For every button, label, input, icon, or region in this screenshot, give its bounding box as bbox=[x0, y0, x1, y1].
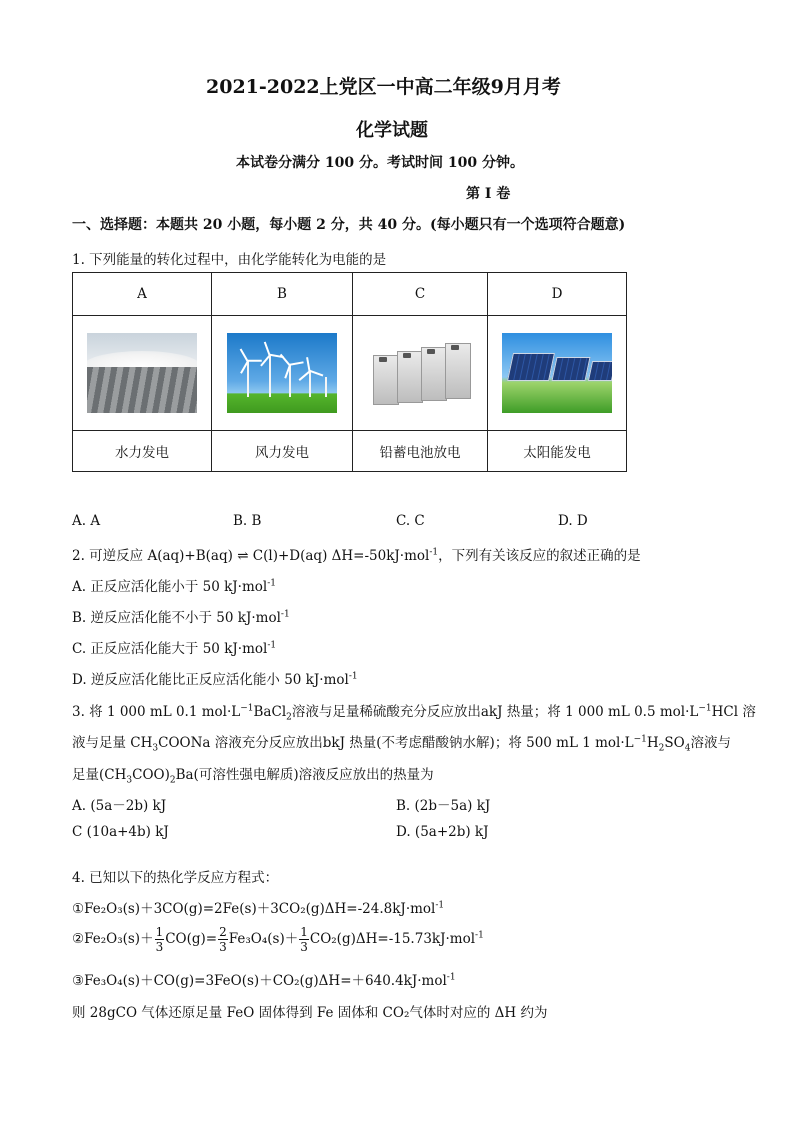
equilibrium-arrow-icon: ⇌ bbox=[237, 548, 249, 564]
volume-label: 第 I 卷 bbox=[466, 186, 511, 202]
equation-1: ①Fe₂O₃(s)＋3CO(g)=2Fe(s)＋3CO₂(g)ΔH=-24.8kJ·mol$^{-1}$ bbox=[72, 900, 445, 917]
table-label-d: 太阳能发电 bbox=[488, 431, 627, 472]
question-4-stem: 4. 已知以下的热化学反应方程式： bbox=[72, 870, 279, 886]
hydro-power-image bbox=[87, 333, 197, 413]
solar-power-image bbox=[502, 333, 612, 413]
equation-3: ③Fe₃O₄(s)＋CO(g)=3FeO(s)＋CO₂(g)ΔH=＋640.4kJ·mol$^{-1}$ bbox=[72, 972, 456, 989]
table-image-cell-c bbox=[353, 316, 488, 431]
exam-title: 2021-2022上党区一中高二年级9月月考 bbox=[206, 76, 561, 98]
question-3-line-1: 3. 将 1 000 mL 0.1 $mol\cdot L^{-1}BaCl_2$溶液与足量稀硫酸充分反应放出akJ 热量；将 1 000 mL 0.5 $mol\cdot L^{-1}HCl$ 溶 bbox=[72, 703, 756, 723]
table-image-cell-b bbox=[212, 316, 353, 431]
table-header-d: D bbox=[488, 273, 627, 316]
subject-title: 化学试题 bbox=[356, 120, 428, 141]
q2-option-b[interactable]: B. 逆反应活化能不小于 50 kJ·mol$^{-1}$ bbox=[72, 609, 290, 626]
section-heading: 一、选择题：本题共 20 小题，每小题 2 分，共 40 分。(每小题只有一个选项符合题意) bbox=[72, 217, 626, 233]
table-label-a: 水力发电 bbox=[73, 431, 212, 472]
q3-option-c[interactable]: C (10a+4b) kJ bbox=[72, 824, 169, 840]
q3-option-a[interactable]: A. (5a－2b) kJ bbox=[72, 798, 167, 814]
question-2-stem: 2. 可逆反应 A(aq)+B(aq) ⇌ C(l)+D(aq) ΔH=-50kJ·mol$^{-1}$，下列有关该反应的叙述正确的是 bbox=[72, 547, 641, 564]
q1-option-d[interactable]: D. D bbox=[558, 513, 588, 529]
fraction-two-thirds: $\frac{2}{3}$ bbox=[219, 925, 227, 954]
q2-option-d[interactable]: D. 逆反应活化能比正反应活化能小 50 kJ·mol$^{-1}$ bbox=[72, 671, 358, 688]
q2-option-c[interactable]: C. 正反应活化能大于 50 kJ·mol$^{-1}$ bbox=[72, 640, 277, 657]
equation-2: ②Fe₂O₃(s)＋ $\frac{1}{3}$ CO(g)= $\frac{2}{3}$ Fe₃O₄(s)＋ $\frac{1}{3}$ CO₂(g)ΔH=-15.73kJ·mol$^{-1}$ bbox=[72, 925, 484, 954]
fraction-one-third: $\frac{1}{3}$ bbox=[155, 925, 164, 954]
q3-option-b[interactable]: B. (2b－5a) kJ bbox=[396, 798, 491, 814]
table-image-cell-d bbox=[488, 316, 627, 431]
exam-info: 本试卷分满分 100 分。考试时间 100 分钟。 bbox=[236, 155, 524, 171]
table-header-c: C bbox=[353, 273, 488, 316]
question-1-table bbox=[72, 272, 627, 472]
question-3-line-2: 液与足量 $CH_3COONa$ 溶液充分反应放出bkJ 热量(不考虑醋酸钠水解)；将 500 mL 1 $mol\cdot L^{-1}H_2SO_4$溶液与 bbox=[72, 734, 731, 754]
table-header-b: B bbox=[212, 273, 353, 316]
table-label-c: 铅蓄电池放电 bbox=[353, 431, 488, 472]
q1-option-b[interactable]: B. B bbox=[233, 513, 262, 529]
q1-option-a[interactable]: A. A bbox=[72, 513, 101, 529]
q3-option-d[interactable]: D. (5a+2b) kJ bbox=[396, 824, 489, 840]
table-header-a: A bbox=[73, 273, 212, 316]
q2-option-a[interactable]: A. 正反应活化能小于 50 kJ·mol$^{-1}$ bbox=[72, 578, 277, 595]
q1-option-c[interactable]: C. C bbox=[396, 513, 425, 529]
table-label-b: 风力发电 bbox=[212, 431, 353, 472]
question-4-ask: 则 28gCO 气体还原足量 FeO 固体得到 Fe 固体和 CO₂气体时对应的 ΔH 约为 bbox=[72, 1005, 548, 1021]
question-1-stem: 1. 下列能量的转化过程中，由化学能转化为电能的是 bbox=[72, 252, 387, 268]
question-3-line-3: 足量$(CH_3COO)_2Ba$(可溶性强电解质)溶液反应放出的热量为 bbox=[72, 767, 434, 786]
table-image-cell-a bbox=[73, 316, 212, 431]
lead-battery-image bbox=[365, 333, 475, 413]
fraction-one-third-2: $\frac{1}{3}$ bbox=[300, 925, 308, 954]
wind-power-image bbox=[227, 333, 337, 413]
